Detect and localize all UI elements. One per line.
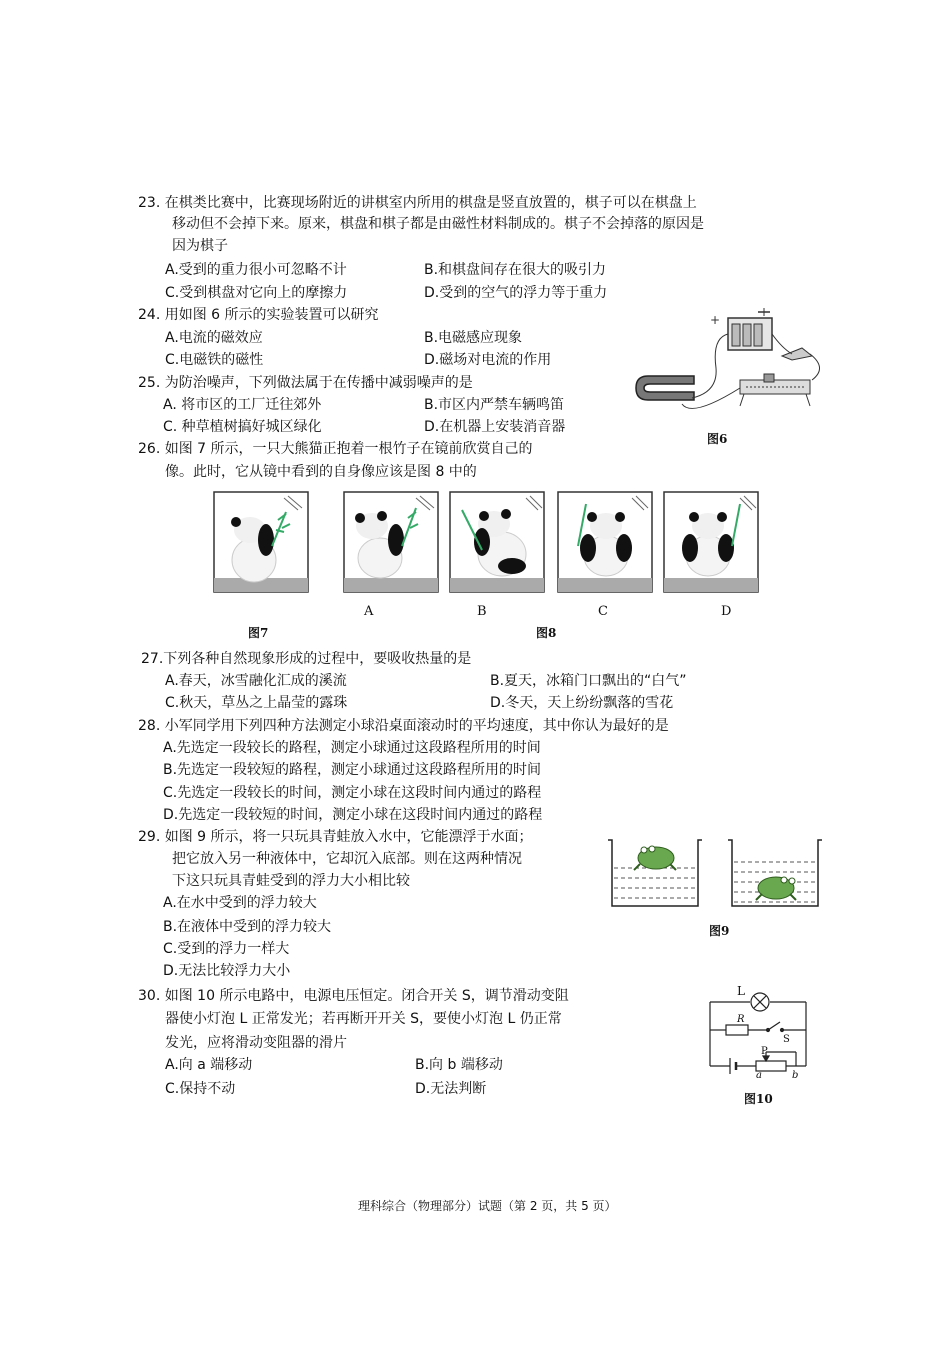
option-c-panel [558,492,652,592]
q29-option-c: C.受到的浮力一样大 [163,941,290,957]
figure-6-apparatus [632,308,832,430]
figure-9-frog-beakers [604,838,826,910]
figure-8-label-a: A [364,604,374,619]
q24-stem: 24. 用如图 6 所示的实验装置可以研究 [138,307,379,323]
q27-option-c: C.秋天，草丛之上晶莹的露珠 [165,695,348,711]
q26-stem-line2: 像。此时，它从镜中看到的自身像应该是图 8 中的 [165,464,477,480]
q29-stem-line2: 把它放入另一种液体中，它却沉入底部。则在这两种情况 [172,851,522,867]
q27-option-d: D.冬天，天上纷纷飘落的雪花 [490,695,674,711]
figure-10-resistor-label: R [737,1014,745,1025]
q24-option-a: A.电流的磁效应 [165,330,263,346]
option-a-panel [344,492,438,592]
q23-option-b: B.和棋盘间存在很大的吸引力 [424,262,607,278]
page-footer: 理科综合（物理部分）试题（第 2 页，共 5 页） [358,1199,617,1213]
q25-option-a: A. 将市区的工厂迁往郊外 [163,397,322,413]
q23-option-a: A.受到的重力很小可忽略不计 [165,262,347,278]
q30-stem-line1: 30. 如图 10 所示电路中，电源电压恒定。闭合开关 S，调节滑动变阻 [138,988,569,1004]
q24-option-d: D.磁场对电流的作用 [424,352,552,368]
q23-stem-line3: 因为棋子 [172,238,228,254]
q30-option-b: B.向 b 端移动 [415,1057,503,1073]
q25-option-d: D.在机器上安装消音器 [424,419,566,435]
q26-stem-line1: 26. 如图 7 所示，一只大熊猫正抱着一根竹子在镜前欣赏自己的 [138,441,533,457]
figure-7-caption: 图7 [248,626,269,640]
q29-option-a: A.在水中受到的浮力较大 [163,895,317,911]
q30-stem-line2: 器使小灯泡 L 正常发光；若再断开开关 S，要使小灯泡 L 仍正常 [165,1011,562,1027]
figure-10-end-a-label: a [756,1070,762,1081]
figure-9-caption: 图9 [709,924,730,938]
q27-option-a: A.春天，冰雪融化汇成的溪流 [165,673,347,689]
q30-option-a: A.向 a 端移动 [165,1057,253,1073]
q25-option-b: B.市区内严禁车辆鸣笛 [424,397,565,413]
q28-option-c: C.先选定一段较长的时间，测定小球在这段时间内通过的路程 [163,785,542,801]
q25-stem: 25. 为防治噪声，下列做法属于在传播中减弱噪声的是 [138,375,473,391]
q28-option-a: A.先选定一段较长的路程，测定小球通过这段路程所用的时间 [163,740,541,756]
q27-stem: 27.下列各种自然现象形成的过程中，要吸收热量的是 [141,651,472,667]
figure-10-caption: 图10 [744,1092,773,1106]
figure-10-slider-label: P [761,1046,768,1057]
q28-stem: 28. 小军同学用下列四种方法测定小球沿桌面滚动时的平均速度，其中你认为最好的是 [138,718,669,734]
option-b-panel [450,492,544,592]
q27-option-b: B.夏天，冰箱门口飘出的“白气” [490,673,687,689]
q24-option-b: B.电磁感应现象 [424,330,523,346]
svg-text:+: + [710,313,721,327]
figure-10-circuit [700,984,816,1084]
figure-8-caption: 图8 [536,626,557,640]
q29-option-b: B.在液体中受到的浮力较大 [163,919,332,935]
q23-stem-line2: 移动但不会掉下来。原来，棋盘和棋子都是由磁性材料制成的。棋子不会掉落的原因是 [172,216,704,232]
figure-6-caption: 图6 [707,432,728,446]
q28-option-b: B.先选定一段较短的路程，测定小球通过这段路程所用的时间 [163,762,542,778]
q30-option-d: D.无法判断 [415,1081,487,1097]
q28-option-d: D.先选定一段较短的时间，测定小球在这段时间内通过的路程 [163,807,543,823]
figure-7-8-panda-mirror [212,490,760,596]
figure-10-end-b-label: b [792,1070,799,1081]
q23-option-d: D.受到的空气的浮力等于重力 [424,285,608,301]
q29-stem-line3: 下这只玩具青蛙受到的浮力大小相比较 [172,873,410,889]
figure-8-label-b: B [477,604,487,619]
q30-stem-line3: 发光，应将滑动变阻器的滑片 [165,1035,347,1051]
q24-option-c: C.电磁铁的磁性 [165,352,264,368]
q29-stem-line1: 29. 如图 9 所示，将一只玩具青蛙放入水中，它能漂浮于水面； [138,829,533,845]
q23-option-c: C.受到棋盘对它向上的摩擦力 [165,285,348,301]
figure-7-panel [214,492,308,592]
q29-option-d: D.无法比较浮力大小 [163,963,291,979]
q23-stem-line1: 23. 在棋类比赛中，比赛现场附近的讲棋室内所用的棋盘是竖直放置的，棋子可以在棋盘上 [138,195,697,211]
figure-8-label-c: C [598,604,608,619]
figure-10-switch-label: S [783,1034,790,1045]
q30-option-c: C.保持不动 [165,1081,236,1097]
figure-10-lamp-label: L [737,984,745,998]
q25-option-c: C. 种草植树搞好城区绿化 [163,419,322,435]
figure-8-label-d: D [721,604,732,619]
option-d-panel [664,492,758,592]
